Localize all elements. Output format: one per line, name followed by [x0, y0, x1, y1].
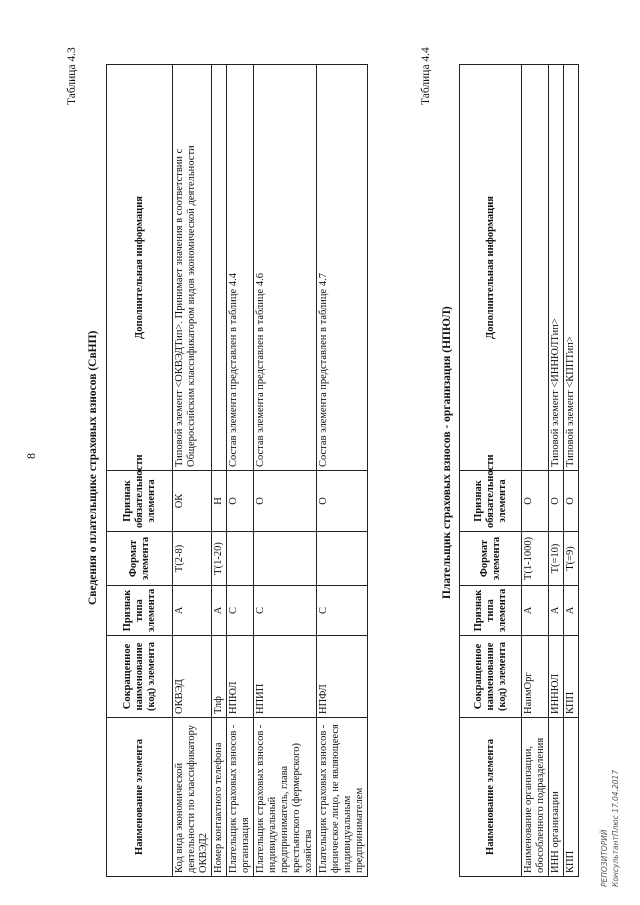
stamp-text-line1: РЕПОЗИТОРИЙ	[600, 829, 609, 887]
required-cell: Н	[212, 471, 227, 532]
format-cell: T(1-1000)	[522, 532, 549, 586]
code-cell: ИННЮЛ	[549, 636, 564, 718]
format-cell	[227, 532, 254, 586]
code-cell: НПИП	[254, 636, 317, 718]
required-cell: О	[227, 471, 254, 532]
type-cell: А	[564, 586, 579, 636]
format-cell	[317, 532, 368, 586]
element-name-cell: Номер контактного телефона	[212, 718, 227, 877]
header-cell: Сокращенное наименование (код) элемента	[460, 636, 522, 718]
type-cell: С	[227, 586, 254, 636]
table-row	[549, 65, 564, 877]
table-row	[317, 65, 368, 877]
table-header-row	[107, 65, 173, 877]
table-4-3-title: Сведения о плательщике страховых взносов (СвНП)	[87, 330, 99, 605]
required-cell: О	[564, 471, 579, 532]
required-cell: ОК	[173, 471, 212, 532]
table-4-3	[106, 64, 368, 877]
info-cell: Типовой элемент <КППТип>	[564, 65, 579, 471]
table-row	[173, 65, 212, 877]
header-cell: Сокращенное наименование (код) элемента	[107, 636, 173, 718]
header-cell: Признак обязательности элемента	[460, 471, 522, 532]
code-cell: Тлф	[212, 636, 227, 718]
required-cell: О	[254, 471, 317, 532]
header-cell: Дополнительная информация	[460, 65, 522, 471]
element-name-cell: Код вида экономической деятельности по классификатору ОКВЭД2	[173, 718, 212, 877]
element-name-cell: Плательщик страховых взносов - индивидуальный предприниматель, глава крестьянского (фермерского) хозяйства	[254, 718, 317, 877]
code-cell: НаимОрг	[522, 636, 549, 718]
info-cell	[212, 65, 227, 471]
type-cell: А	[173, 586, 212, 636]
header-cell: Признак типа элемента	[460, 586, 522, 636]
table-4-4-label: Таблица 4.4	[420, 47, 432, 105]
table-row	[212, 65, 227, 877]
header-cell: Признак обязательности элемента	[107, 471, 173, 532]
format-cell: T(=9)	[564, 532, 579, 586]
code-cell: НПЮЛ	[227, 636, 254, 718]
type-cell: С	[254, 586, 317, 636]
code-cell: КПП	[564, 636, 579, 718]
info-cell: Типовой элемент <ОКВЭДТип>. Принимает значения в соответствии с Общероссийским классификатором видов экономической деятельности	[173, 65, 212, 471]
info-cell: Состав элемента представлен в таблице 4.6	[254, 65, 317, 471]
header-cell: Формат элемента	[460, 532, 522, 586]
code-cell: ОКВЭД	[173, 636, 212, 718]
table-4-3-label: Таблица 4.3	[66, 47, 78, 105]
table-row	[522, 65, 549, 877]
info-cell	[522, 65, 549, 471]
format-cell: T(1-20)	[212, 532, 227, 586]
table-4-4-title: Плательщик страховых взносов - организация (НПЮЛ)	[441, 306, 453, 599]
required-cell: О	[317, 471, 368, 532]
element-name-cell: Наименование организации, обособленного подразделения	[522, 718, 549, 877]
header-cell: Дополнительная информация	[107, 65, 173, 471]
header-cell: Формат элемента	[107, 532, 173, 586]
element-name-cell: Плательщик страховых взносов - физическое лицо, не являющееся индивидуальным предпринимателем	[317, 718, 368, 877]
info-cell: Состав элемента представлен в таблице 4.7	[317, 65, 368, 471]
table-row	[227, 65, 254, 877]
table-row	[254, 65, 317, 877]
page-number: 8	[24, 453, 38, 459]
type-cell: С	[317, 586, 368, 636]
format-cell	[254, 532, 317, 586]
element-name-cell: Плательщик страховых взносов - организация	[227, 718, 254, 877]
format-cell: T(2-8)	[173, 532, 212, 586]
element-name-cell: КПП	[564, 718, 579, 877]
info-cell: Типовой элемент <ИННЮЛТип>	[549, 65, 564, 471]
header-cell: Признак типа элемента	[107, 586, 173, 636]
type-cell: А	[549, 586, 564, 636]
type-cell: А	[212, 586, 227, 636]
header-cell: Наименование элемента	[460, 718, 522, 877]
table-header-row	[460, 65, 522, 877]
code-cell: НПФЛ	[317, 636, 368, 718]
element-name-cell: ИНН организации	[549, 718, 564, 877]
table-row	[564, 65, 579, 877]
type-cell: А	[522, 586, 549, 636]
format-cell: T(=10)	[549, 532, 564, 586]
stamp-text-line2: КонсультантПлюс 17.04.2017	[611, 769, 620, 887]
table-4-4	[459, 64, 579, 877]
required-cell: О	[522, 471, 549, 532]
required-cell: О	[549, 471, 564, 532]
header-cell: Наименование элемента	[107, 718, 173, 877]
info-cell: Состав элемента представлен в таблице 4.4	[227, 65, 254, 471]
